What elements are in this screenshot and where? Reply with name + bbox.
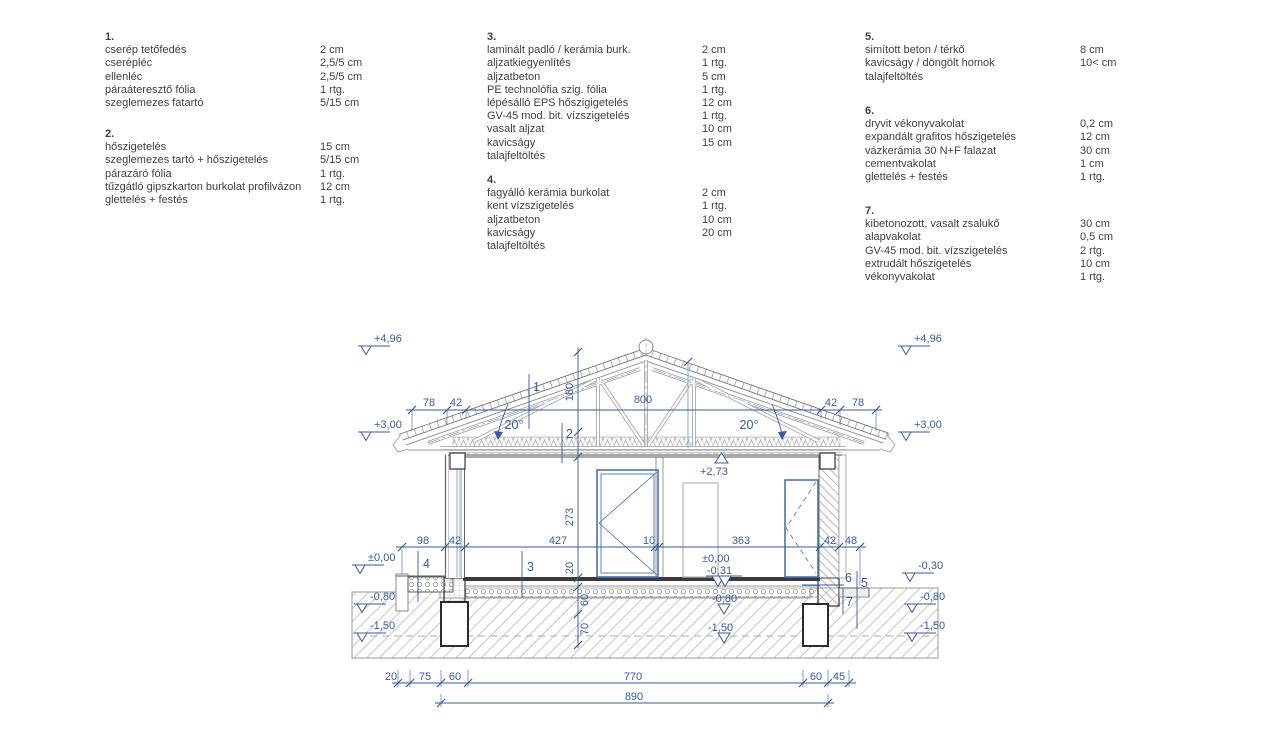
- material-label: talajfeltöltés: [487, 240, 546, 253]
- dim-text: 427: [548, 535, 568, 547]
- dim-text: 78: [851, 397, 865, 409]
- material-value: 2,5/5 cm: [320, 57, 363, 70]
- material-value: 0,5 cm: [1080, 231, 1114, 244]
- level-marker: [358, 333, 402, 355]
- material-value: 2 cm: [702, 44, 726, 57]
- material-label: alapvakolat: [865, 231, 921, 244]
- material-label: talajfeltöltés: [865, 70, 924, 83]
- leader-2: 2: [566, 427, 573, 441]
- dim-text: 20: [564, 561, 576, 575]
- material-value: 1 rtg.: [702, 200, 728, 213]
- material-value: 5/15 cm: [320, 154, 360, 167]
- dimension-bottom-row: [385, 670, 856, 687]
- material-label: lépésálló EPS hőszigigetelés: [487, 97, 629, 110]
- svg-text:+3,00: +3,00: [914, 419, 942, 431]
- material-value: 30 cm: [1080, 218, 1110, 231]
- material-value: 10 cm: [1080, 257, 1110, 270]
- dim-text: 60: [579, 593, 591, 607]
- level-marker: [898, 333, 942, 355]
- svg-text:-1,50: -1,50: [708, 622, 734, 634]
- main-door: [597, 470, 658, 577]
- slope-right-label: 20°: [739, 418, 759, 432]
- material-label: páraáteresztő fólia: [105, 83, 196, 96]
- material-value: 2,5/5 cm: [320, 70, 363, 83]
- floor-slab: [463, 577, 820, 597]
- material-value: 1 rtg.: [320, 83, 346, 96]
- dim-text: 42: [823, 535, 837, 547]
- svg-text:-0,30: -0,30: [918, 560, 944, 572]
- foundation-wall-right: [818, 578, 839, 606]
- svg-text:-0,80: -0,80: [712, 593, 738, 605]
- material-value: 1 rtg.: [1080, 171, 1106, 184]
- dim-text: 42: [448, 535, 462, 547]
- material-value: 15 cm: [702, 136, 732, 149]
- wall-plate-left: [450, 453, 465, 469]
- leader-6: 6: [845, 571, 852, 585]
- material-value: 1 cm: [1080, 157, 1104, 170]
- material-label: kavicságy: [487, 136, 536, 149]
- material-value: 2 cm: [702, 187, 726, 200]
- material-label: vázkerámia 30 N+F falazat: [865, 144, 997, 157]
- svg-text:±0,00: ±0,00: [368, 552, 396, 564]
- wall-right: [819, 455, 846, 578]
- section-number: 1.: [105, 31, 115, 43]
- level-marker: [902, 560, 943, 582]
- svg-text:-0,80: -0,80: [920, 591, 946, 603]
- material-value: 8 cm: [1080, 44, 1104, 57]
- svg-text:±0,00: ±0,00: [702, 553, 730, 565]
- material-label: vékonyvakolat: [865, 271, 935, 284]
- material-label: párazáró fólia: [105, 167, 172, 180]
- material-label: talajfeltöltés: [487, 149, 546, 162]
- material-label: dryvit vékonyvakolat: [865, 118, 965, 131]
- material-label: expandált grafitos hőszigetelés: [865, 131, 1017, 144]
- material-value: 0,2 cm: [1080, 118, 1114, 131]
- material-label: aljzatbeton: [487, 213, 541, 226]
- svg-text:+3,00: +3,00: [374, 419, 402, 431]
- dim-text: 60: [809, 671, 823, 683]
- svg-text:-1,50: -1,50: [370, 620, 396, 632]
- material-label: glettelés + festés: [865, 171, 948, 184]
- level-marker: [898, 419, 942, 441]
- dim-text: 42: [824, 397, 838, 409]
- material-value: 1 rtg.: [702, 83, 728, 96]
- material-label: cementvakolat: [865, 157, 936, 170]
- material-label: szeglemezes fatartó: [105, 97, 204, 110]
- section-number: 2.: [105, 128, 115, 140]
- material-value: 1 rtg.: [320, 167, 346, 180]
- material-label: cserépléc: [105, 57, 153, 70]
- dim-text: 890: [624, 691, 644, 703]
- material-label: GV-45 mod. bit. vízszigetelés: [487, 110, 630, 123]
- material-label: szeglemezes tartó + hőszigetelés: [105, 154, 268, 167]
- svg-text:-1,50: -1,50: [920, 620, 946, 632]
- dim-text: 180: [564, 382, 576, 402]
- material-value: 1 rtg.: [1080, 271, 1106, 284]
- material-value: 20 cm: [702, 226, 732, 239]
- dim-text: 45: [832, 671, 846, 683]
- wall-left: [445, 455, 465, 578]
- material-label: cserép tetőfedés: [105, 44, 187, 57]
- material-value: 30 cm: [1080, 144, 1110, 157]
- svg-text:-0,80: -0,80: [370, 591, 396, 603]
- material-value: 10 cm: [702, 213, 732, 226]
- level-marker-zero: [702, 553, 742, 587]
- material-value: 10 cm: [702, 123, 732, 136]
- footing-left: [441, 602, 468, 646]
- dim-text: 98: [416, 535, 430, 547]
- svg-text:-0,31: -0,31: [707, 565, 733, 577]
- section-number: 6.: [865, 105, 875, 117]
- dimension-total-row: [435, 691, 834, 707]
- material-value: 15 cm: [320, 141, 350, 154]
- material-value: 2 cm: [320, 44, 344, 57]
- material-label: PE technolófia szig. fólia: [487, 83, 607, 96]
- dim-text: 800: [633, 394, 653, 406]
- svg-text:+2,73: +2,73: [700, 466, 728, 478]
- material-value: 5 cm: [702, 70, 726, 83]
- material-label: aljzatkiegyenlítés: [487, 57, 571, 70]
- material-label: aljzatbeton: [487, 70, 541, 83]
- material-value: 5/15 cm: [320, 97, 360, 110]
- material-label: hőszigetelés: [105, 141, 167, 154]
- material-value: 12 cm: [1080, 131, 1110, 144]
- dim-text: 363: [731, 535, 751, 547]
- dim-text: 78: [422, 397, 436, 409]
- material-value: 1 rtg.: [702, 57, 728, 70]
- dim-text: 273: [564, 507, 576, 527]
- dim-text: 770: [623, 671, 643, 683]
- material-label: extrudált hőszigetelés: [865, 257, 972, 270]
- material-label: fagyálló kerámia burkolat: [487, 187, 610, 200]
- level-marker: [352, 552, 395, 574]
- slope-left-label: 20°: [504, 418, 524, 432]
- leader-7: 7: [846, 595, 853, 609]
- dim-text: 70: [579, 622, 591, 636]
- leader-1: 1: [533, 380, 540, 394]
- dim-text: 42: [449, 397, 463, 409]
- leader-3: 3: [527, 560, 534, 574]
- leader-5: 5: [861, 576, 868, 590]
- material-label: kavicságy / döngölt homok: [865, 57, 995, 70]
- material-label: glettelés + festés: [105, 194, 188, 207]
- section-number: 7.: [865, 205, 875, 217]
- material-value: 2 rtg.: [1080, 244, 1106, 257]
- material-label: kibetonozott, vasalt zsalukő: [865, 218, 1000, 231]
- leader-4: 4: [423, 557, 430, 571]
- svg-text:+4,96: +4,96: [374, 333, 402, 345]
- material-label: simított beton / térkő: [865, 44, 965, 57]
- dim-text: 60: [448, 671, 462, 683]
- partition-wall: [656, 457, 663, 577]
- material-value: 12 cm: [320, 180, 350, 193]
- level-marker: [358, 419, 402, 441]
- section-number: 4.: [487, 174, 497, 186]
- section-number: 3.: [487, 31, 497, 43]
- wall-plate-right: [820, 453, 835, 469]
- material-label: vasalt aljzat: [487, 123, 545, 136]
- dim-text: 20: [384, 671, 398, 683]
- dim-text: 10: [642, 535, 656, 547]
- footing-right: [803, 604, 828, 646]
- material-label: kavicságy: [487, 226, 536, 239]
- material-value: 10< cm: [1080, 57, 1117, 70]
- material-value: 12 cm: [702, 97, 732, 110]
- material-value: 1 rtg.: [702, 110, 728, 123]
- material-label: tűzgátló gipszkarton burkolat profilvázon: [105, 180, 302, 193]
- material-value: 1 rtg.: [320, 194, 346, 207]
- material-label: kent vízszigetelés: [487, 200, 574, 213]
- right-door: [785, 480, 818, 577]
- section-number: 5.: [865, 31, 875, 43]
- material-label: ellenléc: [105, 70, 143, 83]
- dim-text: 48: [844, 535, 858, 547]
- material-label: laminált padló / kerámia burk.: [487, 44, 631, 57]
- svg-text:+4,96: +4,96: [914, 333, 942, 345]
- dim-text: 75: [418, 671, 432, 683]
- material-label: GV-45 mod. bit. vízszigetelés: [865, 244, 1008, 257]
